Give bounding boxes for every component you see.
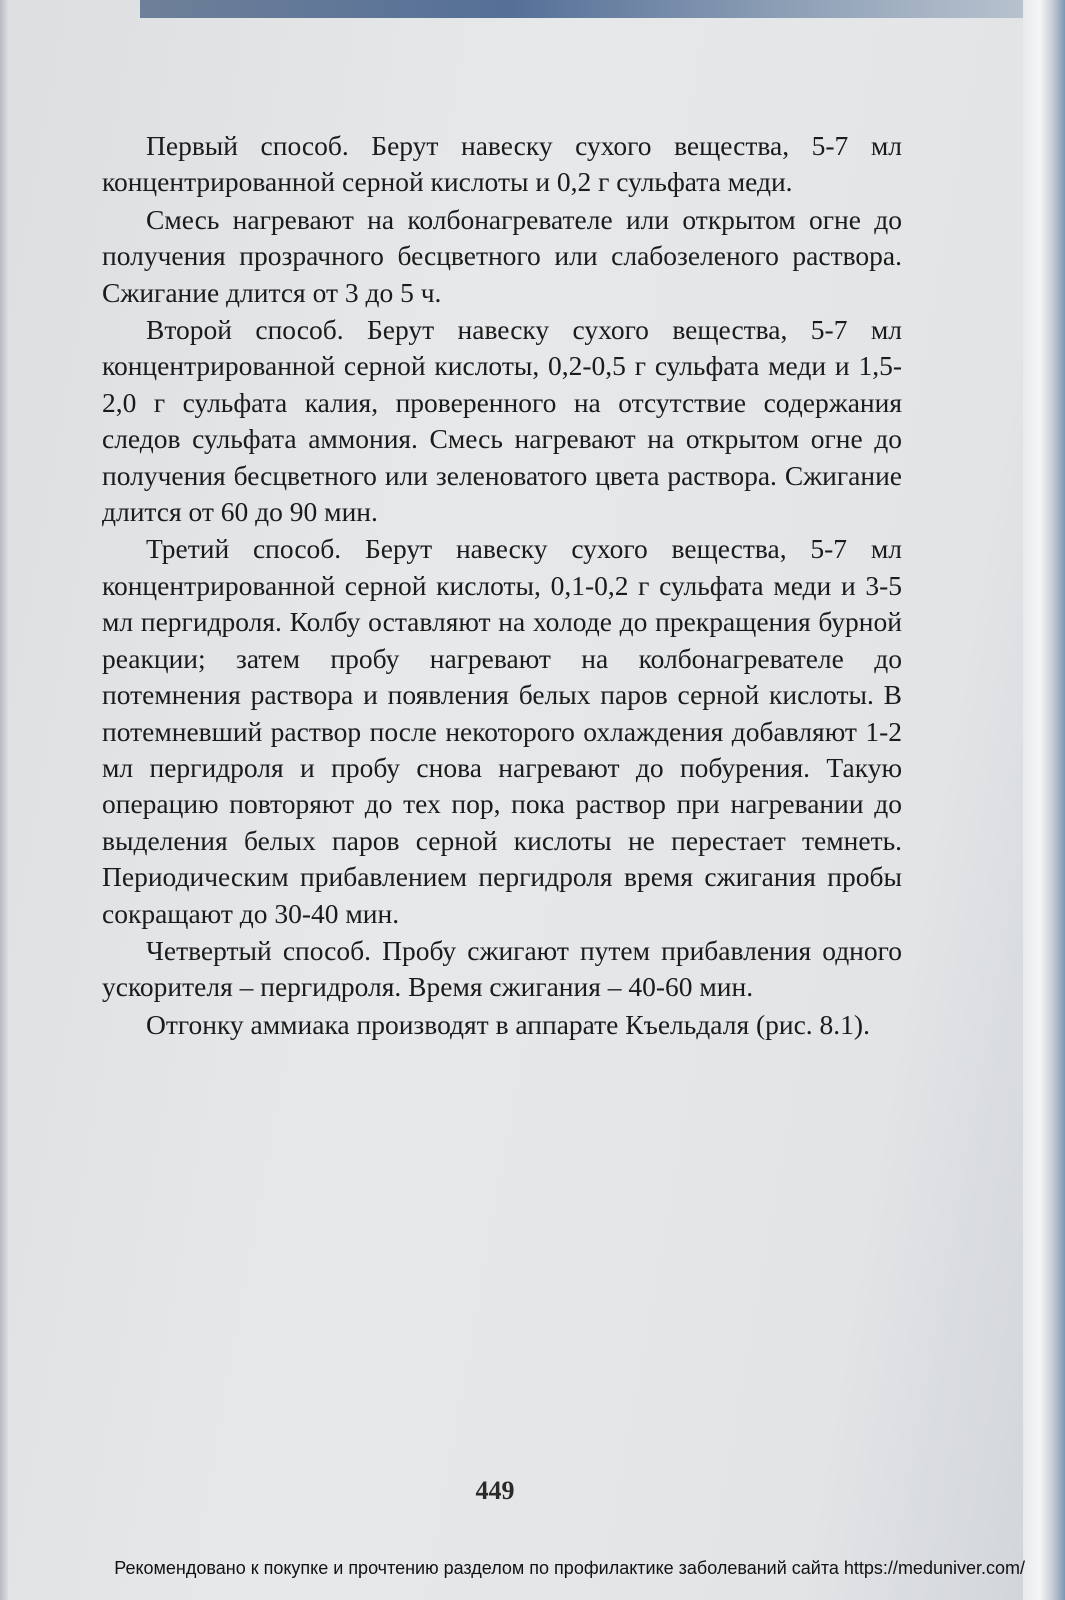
paragraph-heating: Смесь нагревают на колбонагревателе или открытом огне до получения прозрачного бесцветного или слабозеленого раствора. Сжигание длится от 3 до 5 ч. xyxy=(102,203,902,308)
paragraph-ammonia-distillation: Отгонку аммиака производят в аппарате Къельдаля (рис. 8.1). xyxy=(146,1008,870,1040)
paragraph-fourth-method: Четвертый способ. Пробу сжигают путем прибавления одного ускорителя – пергидроля. Время сжигания – 40-60 мин. xyxy=(102,934,902,1003)
top-book-edge xyxy=(140,0,1065,18)
page-number: 449 xyxy=(475,1476,515,1505)
paragraph-third-method: Третий способ. Берут навеску сухого вещества, 5-7 мл концентрированной серной кислоты, 0,1-0,2 г сульфата меди и 3-5 мл пергидроля. Колбу оставляют на холоде до прекращения бурной реакции; затем пробу нагревают на колбонагревателе до потемнения раствора и появления белых паров серной кислоты. В потемневший раствор после некоторого охлаждения добавляют 1-2 мл пергидроля и пробу снова нагревают до побурения. Такую операцию повторяют до тех пор, пока раствор при нагревании до выделения белых паров серной кислоты не перестает темнеть. Периодическим прибавлением пергидроля время сжигания пробы сокращают до 30-40 мин. xyxy=(102,533,902,929)
footer-recommendation: Рекомендовано к покупке и прочтению разделом по профилактике заболеваний сайта https://meduniver.com/ xyxy=(114,1558,1025,1578)
right-page-edge xyxy=(1023,0,1065,1600)
left-page-edge xyxy=(0,0,8,1600)
paragraph-second-method: Второй способ. Берут навеску сухого вещества, 5-7 мл концентрированной серной кислоты, 0,2-0,5 г сульфата меди и 1,5-2,0 г сульфата калия, проверенного на отсутствие содержания следов сульфата аммония. Смесь нагревают на открытом огне до получения бесцветного или зеленоватого цвета раствора. Сжигание длится от 60 до 90 мин. xyxy=(102,314,902,528)
paragraph-first-method: Первый способ. Берут навеску сухого вещества, 5-7 мл концентрированной серной кислоты и 0,2 г сульфата меди. xyxy=(102,130,902,198)
body-text xyxy=(102,128,902,1044)
